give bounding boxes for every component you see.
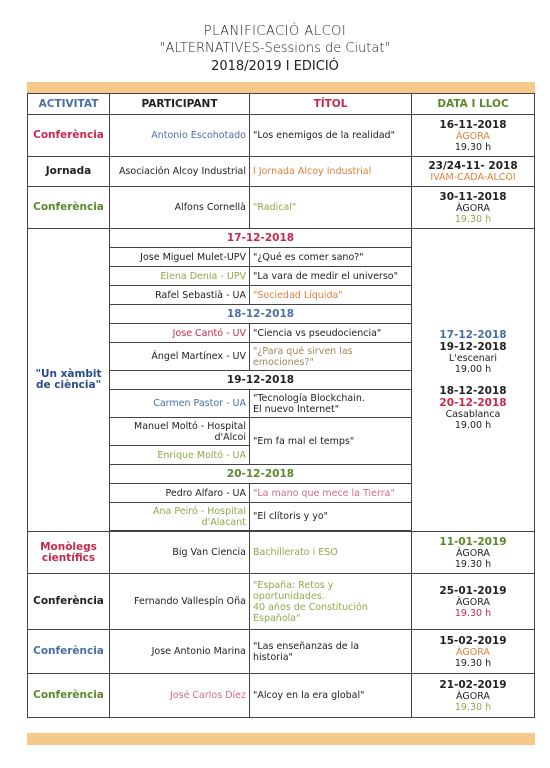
title-cell: "¿Qué es comer sano?" [250,248,412,267]
title-cell: Bachillerato i ESO [250,532,412,574]
activity-cell: Conferència [28,115,110,157]
event-time: 19.30 h [454,657,492,669]
activity-line: de ciència" [35,379,102,391]
table-row [28,157,535,187]
column-header-titol: TÍTOL [250,94,412,115]
title-line: "Tecnología Blockchain. [253,392,365,404]
title-cell: "Los enemigos de la realidad" [250,115,412,157]
title-line: "Las enseñanzas de la [253,640,360,652]
title-cell [250,343,412,371]
participant-line: Manuel Moltó - Hospital [134,420,246,432]
title-cell [250,390,412,418]
date-place-cell [412,157,535,187]
title-cell: "El clítoris y yo" [250,503,412,531]
event-date: 25-01-2019 [439,584,507,597]
event-date: 19-12-2018 [439,341,507,353]
column-header-data: DATA I LLOC [412,94,535,115]
table-row [28,574,535,630]
title-cell: "La mano que mece la Tierra" [250,484,412,503]
participant-cell: Rafel Sebastià - UA [110,286,250,305]
event-date: 16-11-2018 [439,118,507,131]
event-venue: L'escenari [448,353,498,364]
participant-cell: Alfons Cornellà [110,187,250,229]
participant-cell: José Carlos Díez [110,674,250,718]
participant-line: Ana Peiró - Hospital [153,505,246,517]
event-time: 19.30 h [454,607,492,619]
title-cell [250,630,412,674]
event-place: ÀGORA [456,646,490,658]
participant-cell: Ángel Martínex - UV [110,343,250,371]
activity-cell: Conferència [28,630,110,674]
date-place-cell [412,115,535,157]
event-place: ÀGORA [456,202,490,214]
day-header: 18-12-2018 [110,305,412,324]
event-place: ÀGORA [456,690,490,702]
activity-cell: Conferència [28,187,110,229]
table-row [28,532,535,574]
activity-cell-ambit [28,229,110,532]
event-date: 21-02-2019 [439,678,507,691]
event-date: 17-12-2018 [439,329,507,341]
event-date: 15-02-2019 [439,634,507,647]
table-row [28,115,535,157]
activity-cell: Conferència [28,574,110,630]
event-date: 30-11-2018 [439,190,507,203]
activity-line: Monòlegs [40,540,97,553]
participant-line: d'Alcoi [214,431,246,443]
event-time: 19.30 h [454,701,492,713]
day-header: 20-12-2018 [110,465,412,484]
title-line: 40 años de Constitución [253,601,368,613]
event-time: 19.30 h [454,141,492,153]
participant-line: d'Alacant [201,516,246,528]
title-line: "¿Para qué sirven las [253,345,353,357]
title-cell: I Jornada Alcoy Industrial [250,157,412,187]
document-subtitle: "ALTERNATIVES-Sessions de Ciutat" [159,41,391,56]
date-place-cell [412,532,535,574]
participant-cell: Carmen Pastor - UA [110,390,250,418]
participant-cell: Jose Antonio Marina [110,630,250,674]
participant-cell: Antonio Escohotado [110,115,250,157]
document-title: PLANIFICACIÓ ALCOI [203,24,347,39]
date-place-cell [412,574,535,630]
event-time: 19.00 h [454,364,492,375]
participant-cell: Enrique Moltó - UA [110,446,250,465]
day-header-row [28,229,535,248]
event-time: 19.30 h [454,558,492,570]
title-line: El nuevo Internet" [253,403,340,415]
title-cell: "La vara de medir el universo" [250,267,412,286]
column-header-activitat: ACTIVITAT [28,94,110,115]
table-row [28,674,535,718]
participant-cell: Asociación Alcoy Industrial [110,157,250,187]
title-cell: "Em fa mal el temps" [250,418,412,465]
participant-cell [110,503,250,531]
event-time: 19.00 h [454,420,492,431]
event-place: ÀGORA [456,130,490,142]
participant-cell [110,418,250,446]
activity-cell: Conferència [28,674,110,718]
event-date: 11-01-2019 [439,535,507,548]
participant-cell: Fernando Vallespín Oña [110,574,250,630]
event-date: 18-12-2018 [439,385,507,397]
schedule-table [27,93,535,718]
date-place-cell [412,630,535,674]
table-header-row [28,94,535,115]
title-cell: "Alcoy en la era global" [250,674,412,718]
event-date: 23/24-11- 2018 [428,160,518,172]
activity-cell: Jornada [28,157,110,187]
event-place: ÀGORA [456,596,490,608]
event-date: 20-12-2018 [439,397,507,409]
event-place: ÀGORA [456,547,490,559]
activity-cell [28,532,110,574]
day-header: 19-12-2018 [110,371,412,390]
participant-cell: Jose Cantó - UV [110,324,250,343]
table-row [28,187,535,229]
date-place-cell-ambit [412,229,535,532]
date-place-cell [412,187,535,229]
date-place-cell [412,674,535,718]
column-header-participant: PARTICIPANT [110,94,250,115]
event-venue: Casablanca [445,409,501,420]
title-line: oportunidades. [253,590,325,602]
bottom-decorative-bar [27,733,535,745]
event-time: 19.30 h [454,213,492,225]
activity-line: "Un xàmbit [35,368,102,380]
title-line: emociones?" [253,356,314,368]
title-line: historia" [253,651,293,663]
title-cell: "Radical" [250,187,412,229]
activity-line: científics [41,551,96,564]
event-place: IVAM-CADA-ALCOI [430,172,516,183]
participant-cell: Big Van Ciencia [110,532,250,574]
day-header: 17-12-2018 [110,229,412,248]
participant-cell: Pedro Alfaro - UA [110,484,250,503]
participant-cell: Elena Denia - UPV [110,267,250,286]
title-cell: "Ciencia vs pseudociencia" [250,324,412,343]
edition-label: 2018/2019 I EDICIÓ [211,59,339,74]
title-cell: "Sociedad Líquida" [250,286,412,305]
title-cell [250,574,412,630]
title-line: "España: Retos y [253,579,334,591]
table-row [28,630,535,674]
title-line: Española" [253,612,301,624]
participant-cell: Jose Miguel Mulet-UPV [110,248,250,267]
